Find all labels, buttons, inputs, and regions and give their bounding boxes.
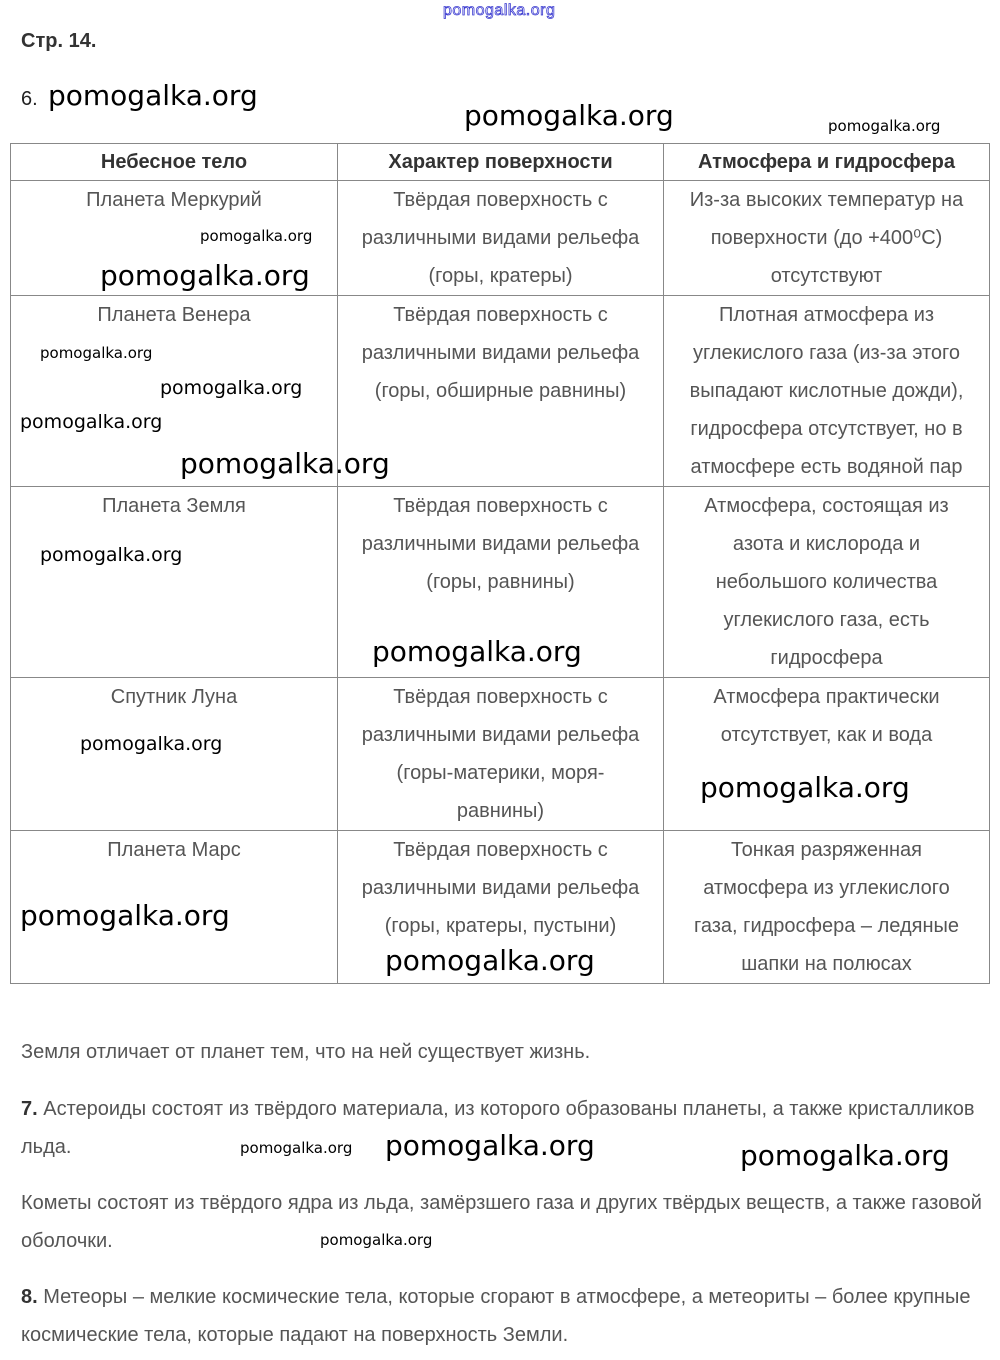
site-header-logo[interactable]: pomogalka.org — [443, 2, 556, 19]
watermark: pomogalka.org — [372, 635, 582, 668]
watermark: pomogalka.org — [100, 259, 310, 292]
table-cell: Планета Марс — [11, 831, 338, 984]
answer-text: Астероиды состоят из твёрдого материала, из которого образованы планеты, а также кристалликов льда. — [21, 1098, 975, 1158]
table-cell: Спутник Луна — [11, 678, 338, 831]
header-cell: Небесное тело — [11, 144, 338, 181]
watermark: pomogalka.org — [20, 411, 163, 433]
task-number-6: 6. — [21, 88, 38, 110]
watermark: pomogalka.org — [48, 79, 258, 112]
watermark: pomogalka.org — [740, 1139, 950, 1172]
table-cell: Плотная атмосфера из углекислого газа (из-за этого выпадают кислотные дожди), гидросфера отсутствует, но в атмосфере есть водяной пар — [664, 296, 990, 487]
table-cell: Тонкая разряженная атмосфера из углекислого газа, гидросфера – ледяные шапки на полюсах — [664, 831, 990, 984]
table-cell: Планета Земля — [11, 487, 338, 678]
header-cell: Атмосфера и гидросфера — [664, 144, 990, 181]
watermark: pomogalka.org — [160, 377, 303, 399]
table-cell: Твёрдая поверхность с различными видами рельефа (горы, обширные равнины) — [338, 296, 664, 487]
watermark: pomogalka.org — [385, 1129, 595, 1162]
watermark: pomogalka.org — [385, 944, 595, 977]
watermark: pomogalka.org — [828, 117, 941, 135]
table-cell: Атмосфера, состоящая из азота и кислорода и небольшого количества углекислого газа, есть гидросфера — [664, 487, 990, 678]
watermark: pomogalka.org — [180, 447, 390, 480]
table-cell: Планета Меркурий — [11, 181, 338, 296]
watermark: pomogalka.org — [320, 1231, 433, 1249]
conclusion-6: Земля отличает от планет тем, что на ней существует жизнь. — [21, 1041, 591, 1063]
answer-text: Метеоры – мелкие космические тела, которые сгорают в атмосфере, а метеориты – более крупные космические тела, которые падают на поверхность Земли. — [21, 1286, 971, 1346]
table-cell: Атмосфера практически отсутствует, как и вода — [664, 678, 990, 831]
answer-7-comets: Кометы состоят из твёрдого ядра из льда, замёрзшего газа и других твёрдых веществ, а также газовой оболочки. — [21, 1192, 982, 1252]
table-cell: Твёрдая поверхность с различными видами рельефа (горы-материки, моря- равнины) — [338, 678, 664, 831]
watermark: pomogalka.org — [40, 544, 183, 566]
watermark: pomogalka.org — [464, 99, 674, 132]
watermark: pomogalka.org — [200, 227, 313, 245]
header-cell: Характер поверхности — [338, 144, 664, 181]
watermark: pomogalka.org — [40, 344, 153, 362]
table-cell: Твёрдая поверхность с различными видами рельефа (горы, кратеры) — [338, 181, 664, 296]
watermark: pomogalka.org — [700, 771, 910, 804]
task-number-7: 7. — [21, 1098, 38, 1120]
page-label: Стр. 14. — [21, 30, 97, 52]
table-cell: Твёрдая поверхность с различными видами рельефа (горы, кратеры, пустыни) — [338, 831, 664, 984]
table-cell: Из-за высоких температур на поверхности (до +400⁰C) отсутствуют — [664, 181, 990, 296]
watermark: pomogalka.org — [80, 733, 223, 755]
watermark: pomogalka.org — [240, 1139, 353, 1157]
table-cell: Планета Венера — [11, 296, 338, 487]
answer-8 — [21, 1278, 986, 1354]
table-row — [11, 296, 990, 487]
table-header-row — [11, 144, 990, 181]
table-cell: Твёрдая поверхность с различными видами рельефа (горы, равнины) — [338, 487, 664, 678]
task-number-8: 8. — [21, 1286, 38, 1308]
watermark: pomogalka.org — [20, 899, 230, 932]
